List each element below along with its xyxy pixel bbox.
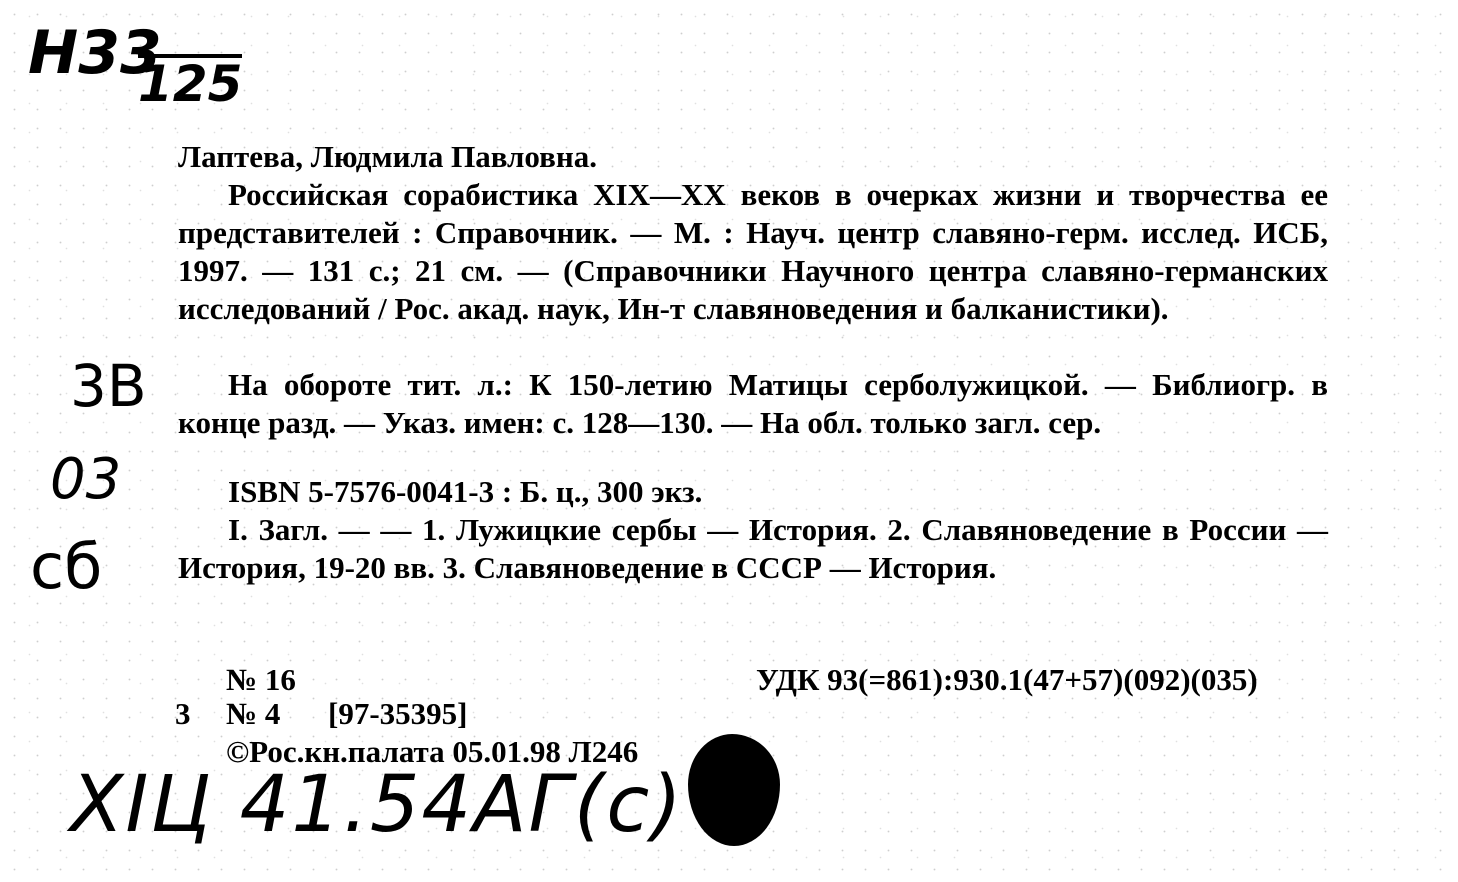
card-count: 3 [175,696,191,731]
copyright-line: ©Рос.кн.палата 05.01.98 Л246 [226,734,639,769]
udc-classification: УДК 93(=861):930.1(47+57)(092)(035) [756,662,1258,697]
registration-number: [97-35395] [328,696,468,731]
bibliographic-description: Российская сорабистика XIX—XX веков в очерках жизни и творчества ее представителей : Справочник. — М. : Науч. центр славяно-герм. исслед. ИСБ, 1997. — 131 с.; 21 см. — (Справочники Научного центра славяно-германских исследований / Рос. акад. наук, Ин-т славяноведения и балканистики). [178,177,1328,326]
isbn-line: ISBN 5-7576-0041-3 : Б. ц., 300 экз. [228,474,703,509]
shelf-mark: Н33 [28,18,162,88]
margin-note-2: 03 [50,447,122,512]
margin-note-3: сб [30,530,103,603]
bibliographic-note: На обороте тит. л.: К 150-летию Матицы серболужицкой. — Библиогр. в конце разд. — Указ. имен: с. 128—130. — На обл. только загл. сер. [178,367,1328,440]
punch-hole [688,734,780,846]
handwritten-class-code: ХIЦ 41.54АГ(с) [70,760,684,850]
card-number: № 16 [226,662,296,697]
author-heading: Лаптева, Людмила Павловна. [178,139,598,174]
subject-headings: I. Загл. — — 1. Лужицкие сербы — История. 2. Славяноведение в России — История, 19-20 вв. 3. Славяноведение в СССР — История. [178,512,1328,585]
card-number-2: № 4 [226,696,281,731]
margin-note-1: 3В [70,352,147,420]
shelf-mark-fraction: 125 [138,55,243,113]
